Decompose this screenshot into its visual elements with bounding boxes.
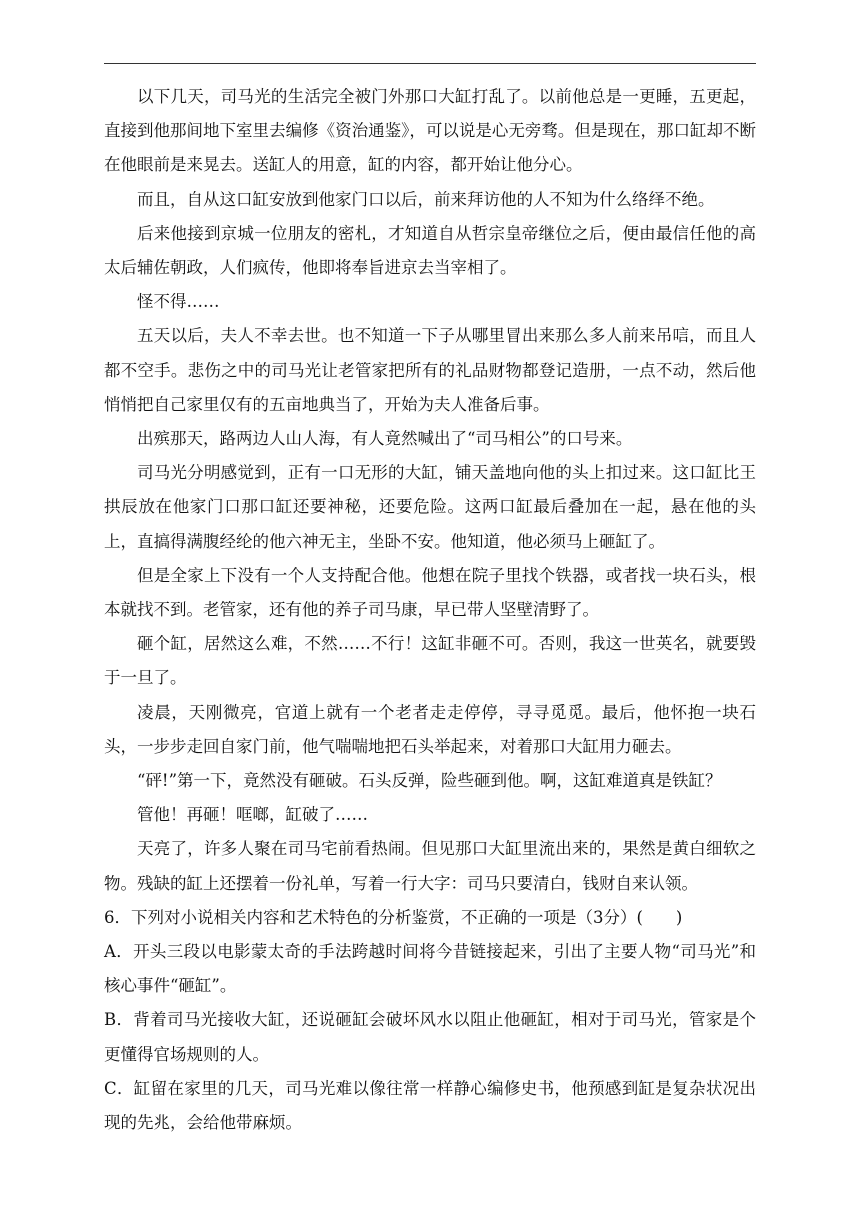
passage-paragraph: 后来他接到京城一位朋友的密札，才知道自从哲宗皇帝继位之后，便由最信任他的高太后辅佐朝政，人们疯传，他即将奉旨进京去当宰相了。 [104,223,756,278]
passage-paragraph: 以下几天，司马光的生活完全被门外那口大缸打乱了。以前他总是一更睡，五更起，直接到他那间地下室里去编修《资治通鉴》，可以说是心无旁骛。但是现在，那口缸却不断在他眼前是来晃去。送缸人的用意，缸的内容，都开始让他分心。 [104,87,756,175]
passage-paragraph: 怪不得…… [137,292,220,312]
question-stem: 6．下列对小说相关内容和艺术特色的分析鉴赏，不正确的一项是（3分）( ) [104,907,683,927]
passage-paragraph: 天亮了，许多人聚在司马宅前看热闹。但见那口大缸里流出来的，果然是黄白细软之物。残缺的缸上还摆着一份礼单，写着一行大字：司马只要清白，钱财自来认领。 [104,839,756,893]
passage-paragraph: 司马光分明感觉到，正有一口无形的大缸，铺天盖地向他的头上扣过来。这口缸比王拱辰放在他家门口那口缸还要神秘，还要危险。这两口缸最后叠加在一起，悬在他的头上，直搞得满腹经纶的他六神无主，坐卧不安。他知道，他必须马上砸缸了。 [104,463,756,551]
passage-paragraph: 出殡那天，路两边人山人海，有人竟然喊出了“司马相公”的口号来。 [137,429,633,449]
page-content [104,80,756,1140]
header-rule [104,63,756,64]
option-a: A．开头三段以电影蒙太奇的手法跨越时间将今昔链接起来，引出了主要人物“司马光”和核心事件“砸缸”。 [104,942,756,996]
passage-paragraph: “砰!”第一下，竟然没有砸破。石头反弹，险些砸到他。啊，这缸难道真是铁缸？ [137,771,722,791]
passage-paragraph: 而且，自从这口缸安放到他家门口以后，前来拜访他的人不知为什么络绎不绝。 [137,189,715,209]
option-b: B．背着司马光接收大缸，还说砸缸会破坏风水以阻止他砸缸，相对于司马光，管家是个更懂得官场规则的人。 [104,1010,756,1064]
passage-paragraph: 砸个缸，居然这么难，不然……不行！这缸非砸不可。否则，我这一世英名，就要毁于一旦了。 [104,634,756,688]
passage-paragraph: 凌晨，天刚微亮，官道上就有一个老者走走停停，寻寻觅觅。最后，他怀抱一块石头，一步步走回自家门前，他气喘喘地把石头举起来，对着那口大缸用力砸去。 [104,702,756,756]
option-c: C．缸留在家里的几天，司马光难以像往常一样静心编修史书，他预感到缸是复杂状况出现的先兆，会给他带麻烦。 [104,1078,756,1133]
passage-paragraph: 五天以后，夫人不幸去世。也不知道一下子从哪里冒出来那么多人前来吊唁，而且人都不空手。悲伤之中的司马光让老管家把所有的礼品财物都登记造册，一点不动，然后他悄悄把自己家里仅有的五亩地典当了，开始为夫人准备后事。 [104,326,756,414]
passage-paragraph: 但是全家上下没有一个人支持配合他。他想在院子里找个铁器，或者找一块石头，根本就找不到。老管家，还有他的养子司马康，早已带人坚壁清野了。 [104,565,756,620]
passage-paragraph: 管他！再砸！哐啷，缸破了…… [137,805,368,825]
